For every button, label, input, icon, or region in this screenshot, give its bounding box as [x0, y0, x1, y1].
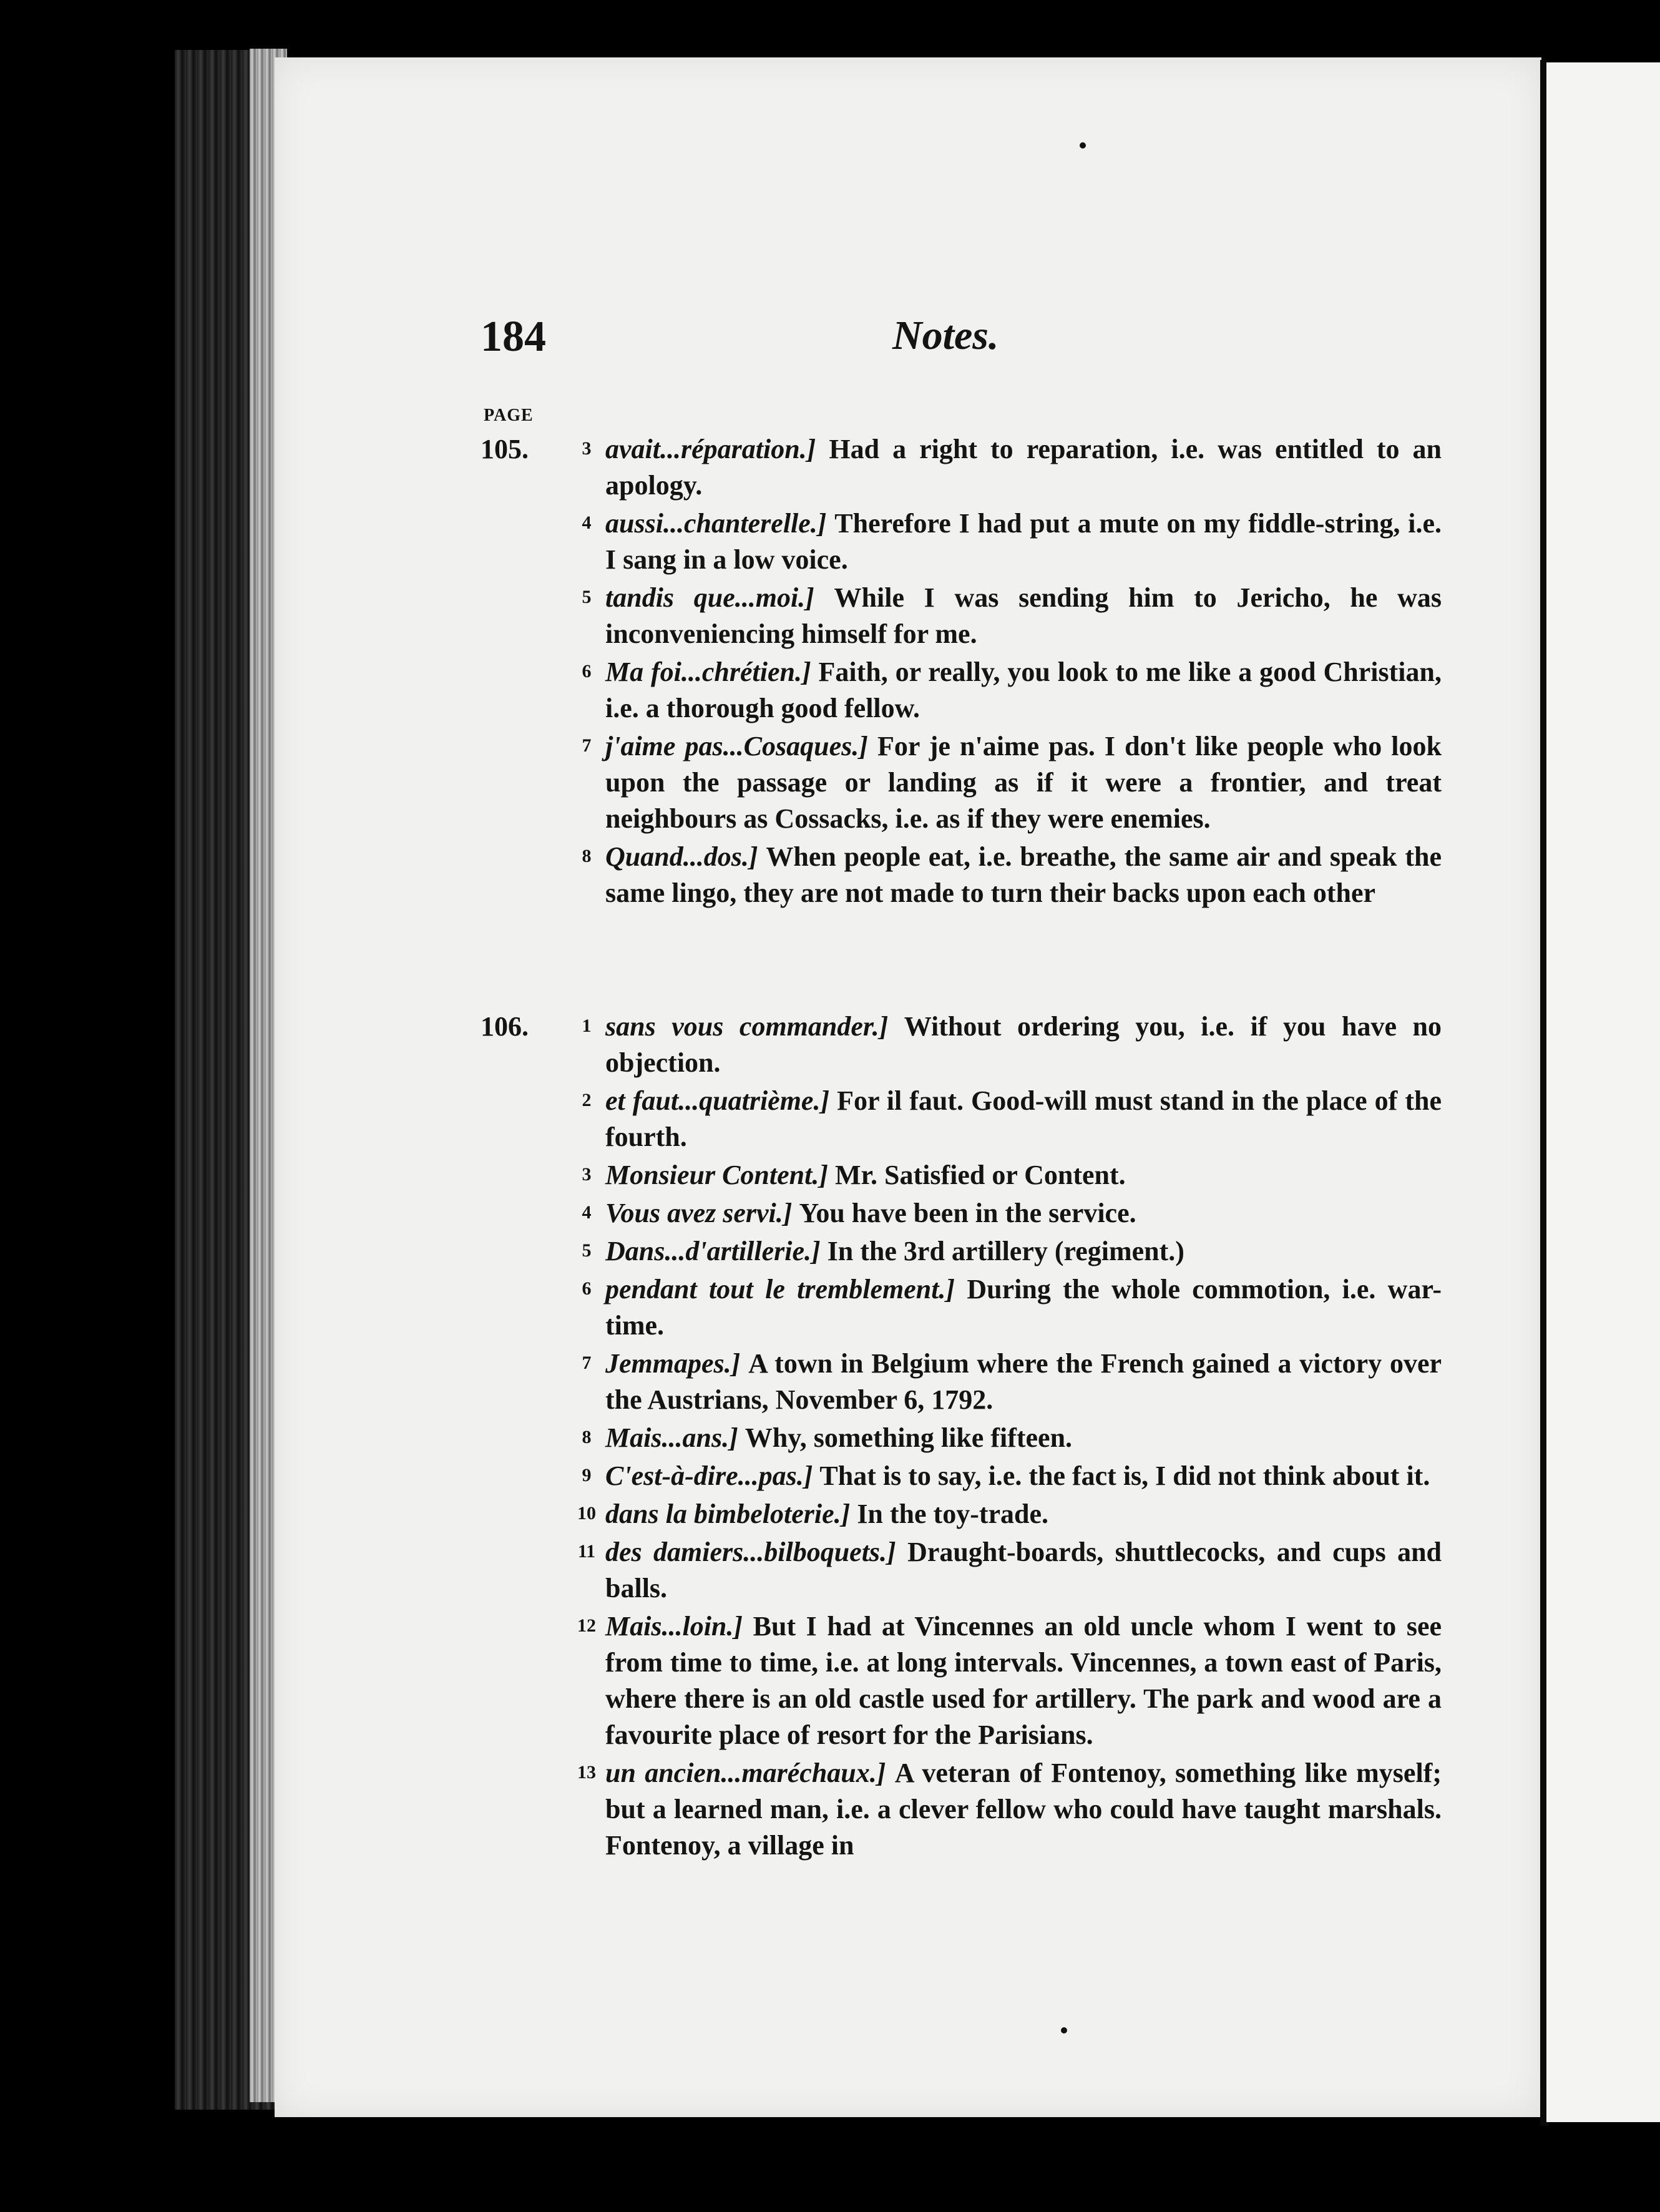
note-lemma: avait...réparation.] [605, 434, 816, 464]
speck-top [1080, 142, 1086, 149]
note-gloss: In the 3rd artillery (regiment.) [827, 1236, 1184, 1266]
note-item [481, 1233, 1442, 1270]
note-gloss: For il faut. Good-will must stand in the place of the fourth. [605, 1085, 1442, 1152]
note-lemma: pendant tout le tremblement.] [605, 1274, 955, 1304]
note-item [481, 1419, 1442, 1456]
note-number: 1 [582, 1015, 592, 1036]
note-item [481, 728, 1442, 837]
note-lemma: Quand...dos.] [605, 841, 758, 872]
note-gloss: Therefore I had put a mute on my fiddle-string, i.e. I sang in a low voice. [605, 508, 1442, 575]
section-page-106 [481, 1008, 1442, 1865]
note-item [481, 1271, 1442, 1344]
note-item [481, 1157, 1442, 1193]
note-lemma: et faut...quatrième.] [605, 1085, 830, 1116]
note-item [481, 1345, 1442, 1418]
section-page-ref: 106. [481, 1011, 529, 1042]
note-gloss: In the toy-trade. [857, 1499, 1049, 1529]
note-number: 7 [582, 735, 592, 756]
note-lemma: aussi...chanterelle.] [605, 508, 827, 539]
note-number: 11 [577, 1541, 596, 1562]
page-column-label: PAGE [484, 406, 534, 425]
page-title: Notes. [892, 313, 999, 358]
note-gloss: Draught-boards, shuttlecocks, and cups and balls. [605, 1537, 1442, 1603]
note-lemma: des damiers...bilboquets.] [605, 1537, 896, 1567]
note-item [481, 1495, 1442, 1532]
note-lemma: Ma foi...chrétien.] [605, 657, 811, 687]
note-number: 13 [577, 1762, 596, 1783]
note-number: 3 [582, 1164, 592, 1185]
note-gloss: While I was sending him to Jericho, he was inconveniencing himself for me. [605, 582, 1442, 649]
note-item [481, 838, 1442, 911]
note-number: 6 [582, 1278, 592, 1299]
note-gloss: That is to say, i.e. the fact is, I did not think about it. [819, 1461, 1430, 1491]
note-item [481, 1457, 1442, 1494]
note-item [481, 1195, 1442, 1231]
note-item [481, 579, 1442, 652]
note-item [481, 653, 1442, 727]
note-lemma: un ancien...maréchaux.] [605, 1758, 886, 1788]
note-lemma: C'est-à-dire...pas.] [605, 1461, 813, 1491]
note-number: 6 [582, 661, 592, 682]
note-number: 4 [582, 1202, 592, 1223]
running-head [481, 312, 1429, 387]
note-item [481, 505, 1442, 578]
note-number: 5 [582, 1240, 592, 1261]
note-number: 8 [582, 1427, 592, 1447]
note-number: 3 [582, 438, 592, 459]
note-gloss: Mr. Satisfied or Content. [834, 1160, 1126, 1190]
note-lemma: Dans...d'artillerie.] [605, 1236, 821, 1266]
note-item [481, 1608, 1442, 1753]
note-gloss: Faith, or really, you look to me like a good Christian, i.e. a thorough good fellow. [605, 657, 1442, 723]
note-gloss: During the whole commotion, i.e. war-time. [605, 1274, 1442, 1341]
note-number: 4 [582, 512, 592, 533]
note-gloss: For je n'aime pas. I don't like people who look upon the passage or landing as if it were a frontier, and treat neighbours as Cossacks, i.e. as if they were enemies. [605, 731, 1442, 834]
section-page-ref: 105. [481, 434, 529, 464]
note-lemma: Mais...ans.] [605, 1422, 738, 1453]
note-number: 10 [577, 1503, 596, 1524]
section-page-105 [481, 431, 1442, 913]
note-gloss: You have been in the service. [799, 1198, 1136, 1228]
note-number: 5 [582, 587, 592, 607]
note-lemma: tandis que...moi.] [605, 582, 814, 613]
facing-page-strip [1546, 62, 1660, 2122]
note-item [481, 1082, 1442, 1155]
note-gloss: Had a right to reparation, i.e. was entitled to an apology. [605, 434, 1442, 501]
note-number: 12 [577, 1615, 596, 1636]
note-lemma: j'aime pas...Cosaques.] [605, 731, 868, 761]
note-item [481, 1008, 1442, 1081]
note-lemma: sans vous commander.] [605, 1011, 889, 1042]
note-lemma: Jemmapes.] [605, 1348, 741, 1379]
note-gloss: Without ordering you, i.e. if you have no objection. [605, 1011, 1442, 1078]
note-lemma: Vous avez servi.] [605, 1198, 793, 1228]
note-gloss: But I had at Vincennes an old uncle whom I went to see from time to time, i.e. at long intervals. Vincennes, a town east of Paris, where there is an old castle used for artillery. The park and wood are a favourite place of resort for the Parisians. [605, 1611, 1442, 1750]
note-lemma: dans la bimbeloterie.] [605, 1499, 851, 1529]
note-item [481, 1754, 1442, 1864]
note-lemma: Monsieur Content.] [605, 1160, 828, 1190]
note-number: 9 [582, 1465, 592, 1485]
note-gloss: A town in Belgium where the French gained a victory over the Austrians, November 6, 1792. [605, 1348, 1442, 1415]
note-lemma: Mais...loin.] [605, 1611, 743, 1642]
note-gloss: Why, something like fifteen. [745, 1422, 1073, 1453]
speck-bottom [1061, 2027, 1067, 2033]
note-item [481, 431, 1442, 504]
note-number: 2 [582, 1090, 592, 1110]
note-number: 7 [582, 1353, 592, 1373]
note-gloss: When people eat, i.e. breathe, the same air and speak the same lingo, they are not made to turn their backs upon each other [605, 841, 1442, 908]
note-gloss: A veteran of Fontenoy, something like myself; but a learned man, i.e. a clever fellow who could have taught marshals. Fontenoy, a village in [605, 1758, 1442, 1861]
note-number: 8 [582, 846, 592, 866]
note-item [481, 1534, 1442, 1607]
page-number: 184 [481, 313, 546, 361]
